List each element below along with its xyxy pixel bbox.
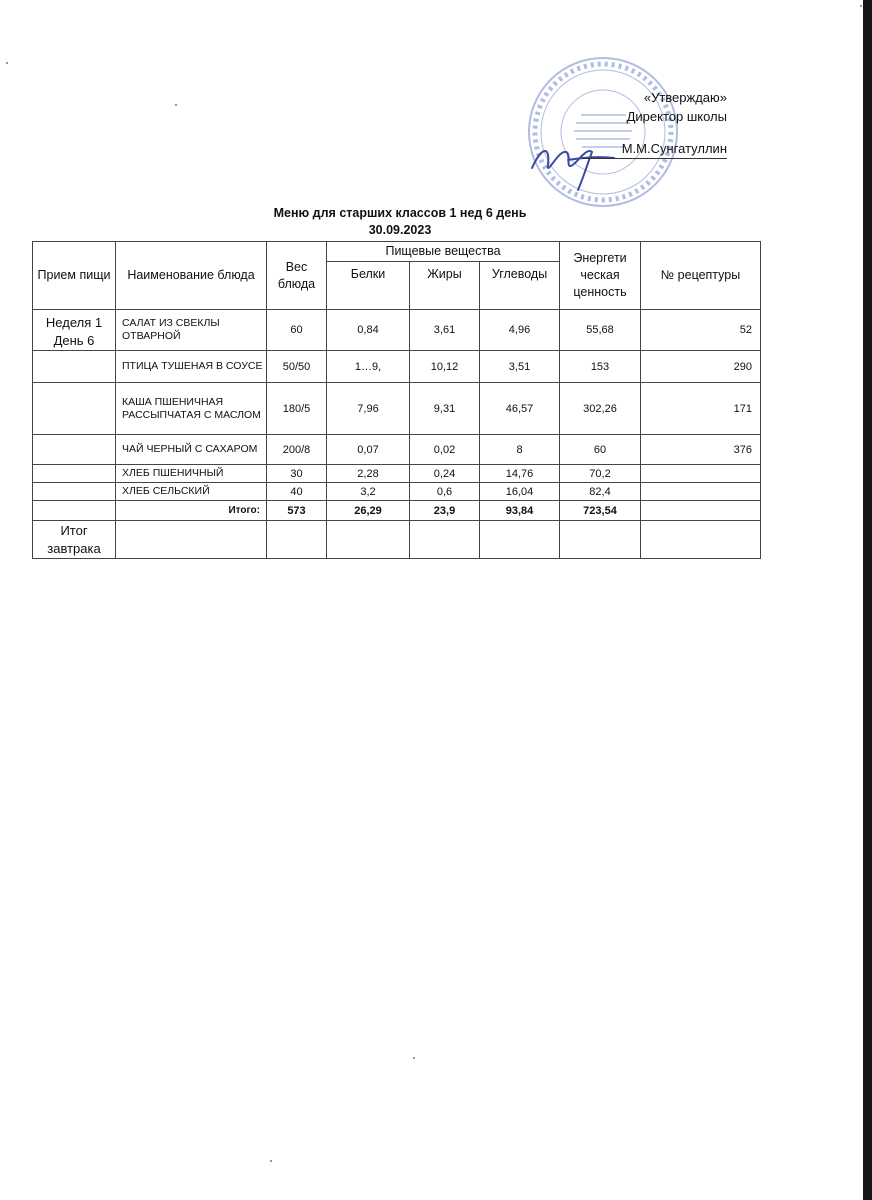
dish-fat: 10,12: [410, 351, 480, 383]
total-carbs: 93,84: [480, 501, 560, 521]
dish-energy: 153: [560, 351, 641, 383]
empty-cell: [116, 521, 267, 559]
header-weight: Вес блюда: [267, 242, 327, 310]
scan-speck: [6, 62, 8, 64]
meal-cell-empty: [33, 435, 116, 465]
dish-name: ХЛЕБ ПШЕНИЧНЫЙ: [116, 465, 267, 483]
approval-caption: «Утверждаю»: [643, 90, 727, 105]
dish-recipe: 376: [641, 435, 761, 465]
menu-title-line: Меню для старших классов 1 нед 6 день: [273, 206, 527, 220]
meal-cell-empty: [33, 465, 116, 483]
dish-weight: 50/50: [267, 351, 327, 383]
meal-label: Неделя 1 День 6: [33, 310, 116, 351]
dish-carbs: 16,04: [480, 483, 560, 501]
table-row: [33, 465, 761, 483]
meal-cell-empty: [33, 501, 116, 521]
dish-energy: 55,68: [560, 310, 641, 351]
dish-carbs: 4,96: [480, 310, 560, 351]
meal-cell-empty: [33, 351, 116, 383]
header-recipe: № рецептуры: [641, 242, 761, 310]
dish-recipe: [641, 483, 761, 501]
dish-carbs: 3,51: [480, 351, 560, 383]
dish-fat: 0,02: [410, 435, 480, 465]
header-fat: Жиры: [410, 262, 480, 310]
header-meal: Прием пищи: [33, 242, 116, 310]
menu-table: [32, 241, 761, 559]
total-fat: 23,9: [410, 501, 480, 521]
dish-weight: 180/5: [267, 383, 327, 435]
dish-weight: 40: [267, 483, 327, 501]
empty-cell: [327, 521, 410, 559]
total-row: [33, 501, 761, 521]
dish-fat: 9,31: [410, 383, 480, 435]
table-header-row: [33, 242, 761, 262]
dish-fat: 3,61: [410, 310, 480, 351]
dish-energy: 60: [560, 435, 641, 465]
dish-recipe: 171: [641, 383, 761, 435]
empty-cell: [410, 521, 480, 559]
dish-protein: 0,07: [327, 435, 410, 465]
dish-recipe: 52: [641, 310, 761, 351]
dish-recipe: 290: [641, 351, 761, 383]
dish-fat: 0,24: [410, 465, 480, 483]
dish-carbs: 46,57: [480, 383, 560, 435]
table-row: [33, 310, 761, 351]
header-nutrients: Пищевые вещества: [327, 242, 560, 262]
empty-cell: [641, 521, 761, 559]
approval-block: [582, 88, 727, 159]
dish-carbs: 14,76: [480, 465, 560, 483]
total-label: Итого:: [116, 501, 267, 521]
scan-edge: [863, 0, 872, 1200]
dish-carbs: 8: [480, 435, 560, 465]
dish-protein: 3,2: [327, 483, 410, 501]
dish-energy: 70,2: [560, 465, 641, 483]
dish-name: КАША ПШЕНИЧНАЯ РАССЫПЧАТАЯ С МАСЛОМ: [116, 383, 267, 435]
dish-fat: 0,6: [410, 483, 480, 501]
dish-protein: 0,84: [327, 310, 410, 351]
director-name: М.М.Сунгатуллин: [582, 139, 727, 159]
menu-title: [230, 205, 570, 239]
dish-protein: 2,28: [327, 465, 410, 483]
table-row: [33, 435, 761, 465]
table-row: [33, 383, 761, 435]
director-title: Директор школы: [626, 109, 727, 124]
dish-weight: 60: [267, 310, 327, 351]
menu-date: 30.09.2023: [368, 223, 432, 237]
scan-speck: [175, 104, 177, 106]
dish-weight: 30: [267, 465, 327, 483]
meal-cell-empty: [33, 383, 116, 435]
meal-cell-empty: [33, 483, 116, 501]
empty-cell: [480, 521, 560, 559]
total-energy: 723,54: [560, 501, 641, 521]
dish-recipe: [641, 465, 761, 483]
breakfast-total-label: Итог завтрака: [33, 521, 116, 559]
header-carbs: Углеводы: [480, 262, 560, 310]
scan-speck: [413, 1057, 415, 1059]
total-recipe-empty: [641, 501, 761, 521]
dish-name: ПТИЦА ТУШЕНАЯ В СОУСЕ: [116, 351, 267, 383]
table-row: [33, 351, 761, 383]
breakfast-total-row: [33, 521, 761, 559]
header-energy: Энергети ческая ценность: [560, 242, 641, 310]
dish-name: ЧАЙ ЧЕРНЫЙ С САХАРОМ: [116, 435, 267, 465]
table-row: [33, 483, 761, 501]
scan-speck: [860, 5, 862, 7]
dish-weight: 200/8: [267, 435, 327, 465]
total-weight: 573: [267, 501, 327, 521]
header-protein: Белки: [327, 262, 410, 310]
dish-name: ХЛЕБ СЕЛЬСКИЙ: [116, 483, 267, 501]
scan-speck: [270, 1160, 272, 1162]
dish-energy: 302,26: [560, 383, 641, 435]
total-protein: 26,29: [327, 501, 410, 521]
dish-name: САЛАТ ИЗ СВЕКЛЫ ОТВАРНОЙ: [116, 310, 267, 351]
dish-energy: 82,4: [560, 483, 641, 501]
dish-protein: 7,96: [327, 383, 410, 435]
empty-cell: [560, 521, 641, 559]
empty-cell: [267, 521, 327, 559]
header-dish: Наименование блюда: [116, 242, 267, 310]
dish-protein: 1…9,: [327, 351, 410, 383]
